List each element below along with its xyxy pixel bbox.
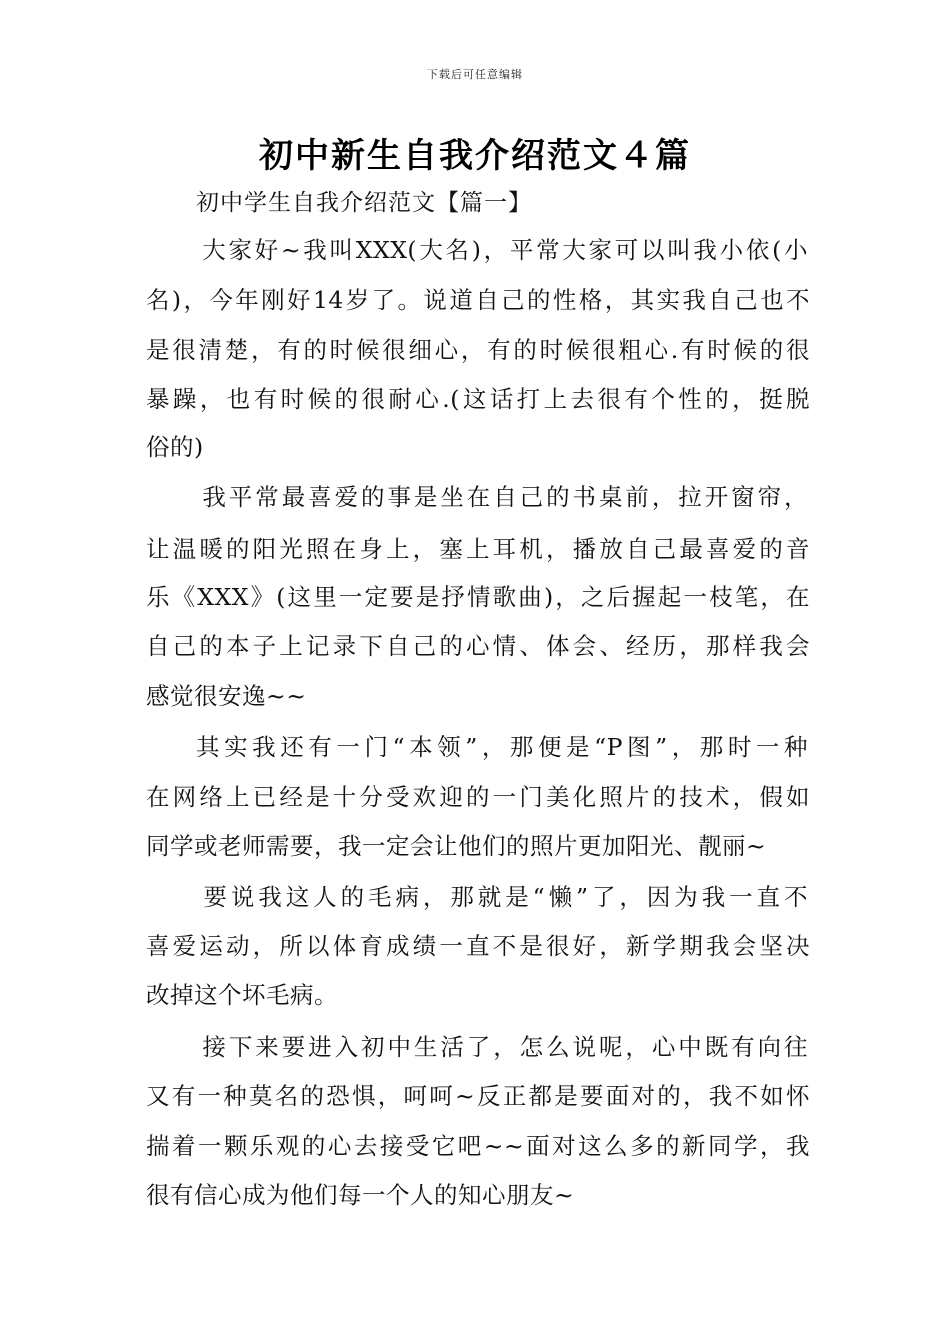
paragraph-line: 大家好~我叫XXX(大名)，平常大家可以叫我小依(小 xyxy=(176,236,808,264)
paragraph-line: 要说我这人的毛病，那就是“懒”了，因为我一直不 xyxy=(176,883,808,911)
paragraph-line: 接下来要进入初中生活了，怎么说呢，心中既有向往 xyxy=(176,1033,808,1061)
paragraph-line: 乐《XXX》(这里一定要是抒情歌曲)，之后握起一枝笔，在 xyxy=(146,583,810,611)
paragraph-line: 感觉很安逸~~ xyxy=(146,682,307,710)
paragraph-line: 同学或老师需要，我一定会让他们的照片更加阳光、靓丽~ xyxy=(146,832,767,860)
paragraph-line: 是很清楚，有的时候很细心，有的时候很粗心.有时候的很 xyxy=(146,336,810,364)
paragraph-line: 很有信心成为他们每一个人的知心朋友~ xyxy=(146,1181,575,1209)
paragraph-line: 改掉这个坏毛病。 xyxy=(146,981,338,1009)
paragraph-line: 在网络上已经是十分受欢迎的一门美化照片的技术，假如 xyxy=(146,783,810,811)
header-note: 下载后可任意编辑 xyxy=(427,68,523,81)
paragraph-line: 名)，今年刚好14岁了。说道自己的性格，其实我自己也不 xyxy=(146,286,810,314)
page-title: 初中新生自我介绍范文４篇 xyxy=(259,136,691,176)
section-heading: 初中学生自我介绍范文【篇一】 xyxy=(196,190,532,216)
paragraph-line: 其实我还有一门“本领”，那便是“P图”，那时一种 xyxy=(196,733,808,761)
paragraph-line: 自己的本子上记录下自己的心情、体会、经历，那样我会 xyxy=(146,632,810,660)
paragraph-line: 揣着一颗乐观的心去接受它吧~~面对这么多的新同学，我 xyxy=(146,1132,810,1160)
paragraph-line: 让温暖的阳光照在身上，塞上耳机，播放自己最喜爱的音 xyxy=(146,535,810,563)
paragraph-line: 喜爱运动，所以体育成绩一直不是很好，新学期我会坚决 xyxy=(146,932,810,960)
paragraph-line: 又有一种莫名的恐惧，呵呵~反正都是要面对的，我不如怀 xyxy=(146,1082,810,1110)
paragraph-line: 俗的) xyxy=(146,433,204,461)
paragraph-line: 我平常最喜爱的事是坐在自己的书桌前，拉开窗帘， xyxy=(176,483,808,511)
paragraph-line: 暴躁，也有时候的很耐心.(这话打上去很有个性的，挺脱 xyxy=(146,385,810,413)
